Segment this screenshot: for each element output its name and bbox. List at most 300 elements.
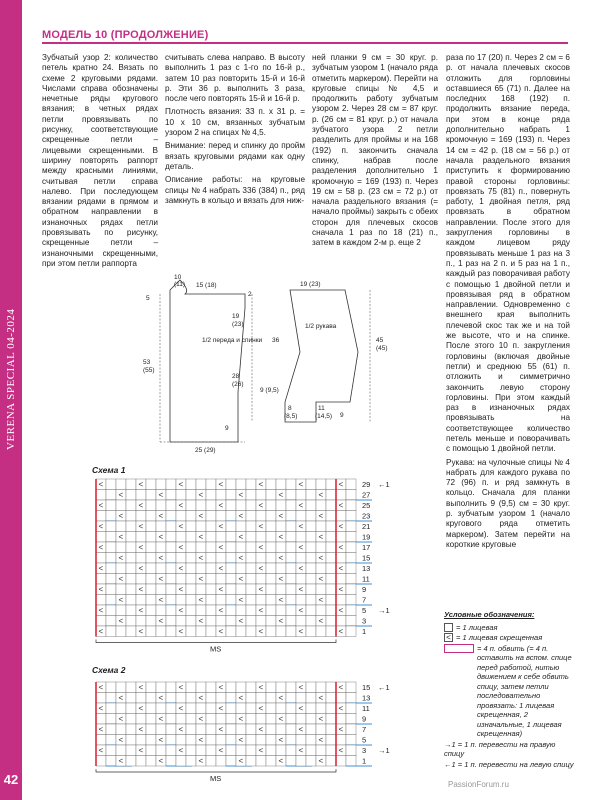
- transfer-arrow: →1: [378, 746, 390, 755]
- grid-cell: [306, 735, 316, 746]
- grid-cell: [206, 745, 216, 756]
- grid-cell: [106, 703, 116, 714]
- legend-item: < = 1 лицевая скрещенная: [444, 633, 574, 643]
- row-number: 15: [362, 553, 371, 563]
- grid-cell: [176, 714, 186, 725]
- grid-cell: [326, 511, 336, 522]
- grid-cell: [336, 693, 346, 704]
- grid-cell: [286, 532, 296, 543]
- grid-cell: [306, 521, 316, 532]
- grid-cell: [316, 605, 326, 616]
- grid-cell: [326, 553, 336, 564]
- scheme-1-chart: [92, 475, 412, 665]
- grid-cell: [116, 703, 126, 714]
- grid-cell: [266, 553, 276, 564]
- grid-cell: [226, 490, 236, 501]
- twist-symbol: <: [218, 564, 224, 573]
- grid-cell: [286, 595, 296, 606]
- twist-symbol: <: [278, 616, 284, 626]
- grid-cell: [186, 574, 196, 585]
- grid-cell: [266, 724, 276, 735]
- grid-cell: [166, 500, 176, 511]
- twist-symbol: <: [118, 490, 124, 500]
- grid-cell: [126, 563, 136, 574]
- grid-cell: [146, 542, 156, 553]
- row-number: 19: [362, 532, 371, 542]
- twist-symbol: <: [98, 606, 104, 615]
- grid-cell: [206, 542, 216, 553]
- twist-symbol: <: [278, 756, 284, 766]
- grid-cell: [156, 703, 166, 714]
- grid-cell: [206, 724, 216, 735]
- grid-cell: [246, 479, 256, 490]
- twist-symbol: <: [218, 746, 224, 755]
- grid-cell: [106, 532, 116, 543]
- grid-cell: [166, 626, 176, 637]
- paragraph: Плотность вязания: 33 п. x 31 р. = 10 x 10 см, вязанных зубчатым узором 2 на спицах № 4,5.: [165, 107, 305, 138]
- grid-cell: [106, 682, 116, 693]
- scheme-2-chart: [92, 678, 412, 783]
- twist-symbol: <: [278, 574, 284, 584]
- twist-symbol: <: [158, 574, 164, 584]
- grid-cell: [226, 616, 236, 627]
- grid-cell: [246, 756, 256, 767]
- twist-symbol: <: [178, 522, 184, 531]
- twist-symbol: <: [338, 480, 344, 489]
- grid-cell: [266, 714, 276, 725]
- grid-cell: [286, 724, 296, 735]
- twist-symbol: <: [338, 683, 344, 692]
- grid-cell: [246, 574, 256, 585]
- grid-cell: [186, 563, 196, 574]
- grid-cell: [306, 500, 316, 511]
- grid-cell: [136, 595, 146, 606]
- grid-cell: [226, 542, 236, 553]
- twist-icon: <: [444, 633, 453, 642]
- grid-cell: [246, 626, 256, 637]
- grid-cell: [306, 553, 316, 564]
- row-number: 13: [362, 693, 371, 703]
- grid-cell: [206, 703, 216, 714]
- grid-cell: [126, 553, 136, 564]
- grid-cell: [226, 500, 236, 511]
- row-number: 27: [362, 490, 371, 500]
- grid-cell: [306, 745, 316, 756]
- grid-cell: [166, 553, 176, 564]
- twist-symbol: <: [138, 543, 144, 552]
- twist-symbol: <: [258, 627, 264, 636]
- grid-cell: [216, 553, 226, 564]
- grid-cell: [306, 532, 316, 543]
- dim-sleeve-w1: 8: [288, 405, 292, 412]
- twist-symbol: <: [198, 595, 204, 605]
- grid-cell: [346, 500, 356, 511]
- grid-cell: [126, 521, 136, 532]
- twist-symbol: <: [278, 511, 284, 521]
- twist-symbol: <: [338, 606, 344, 615]
- legend-title: Условные обозначения:: [444, 610, 535, 619]
- twist-symbol: <: [98, 543, 104, 552]
- grid-cell: [96, 490, 106, 501]
- twist-symbol: <: [258, 564, 264, 573]
- twist-symbol: <: [318, 553, 324, 563]
- row-number: 21: [362, 522, 371, 531]
- grid-cell: [196, 703, 206, 714]
- grid-cell: [326, 532, 336, 543]
- grid-cell: [206, 574, 216, 585]
- twist-symbol: <: [258, 704, 264, 713]
- grid-cell: [126, 756, 136, 767]
- grid-cell: [236, 500, 246, 511]
- grid-cell: [346, 682, 356, 693]
- grid-cell: [236, 745, 246, 756]
- grid-cell: [126, 479, 136, 490]
- grid-cell: [106, 693, 116, 704]
- text-column-2: [165, 53, 305, 209]
- grid-cell: [346, 714, 356, 725]
- twist-symbol: <: [298, 725, 304, 734]
- row-number: 9: [362, 714, 367, 724]
- grid-cell: [286, 714, 296, 725]
- dim-body-h-alt: (55): [143, 367, 155, 374]
- twist-symbol: <: [318, 735, 324, 745]
- grid-cell: [346, 584, 356, 595]
- grid-cell: [256, 574, 266, 585]
- grid-cell: [156, 605, 166, 616]
- grid-cell: [346, 693, 356, 704]
- grid-cell: [296, 574, 306, 585]
- twist-symbol: <: [138, 746, 144, 755]
- grid-cell: [196, 521, 206, 532]
- grid-cell: [266, 563, 276, 574]
- row-number: 1: [362, 756, 367, 766]
- grid-cell: [266, 703, 276, 714]
- grid-cell: [186, 626, 196, 637]
- grid-cell: [336, 616, 346, 627]
- grid-cell: [326, 542, 336, 553]
- grid-cell: [226, 724, 236, 735]
- grid-cell: [186, 703, 196, 714]
- twist-symbol: <: [218, 627, 224, 636]
- grid-cell: [196, 626, 206, 637]
- twist-symbol: <: [238, 714, 244, 724]
- grid-cell: [226, 693, 236, 704]
- grid-cell: [306, 703, 316, 714]
- grid-cell: [246, 553, 256, 564]
- dim-hem: 9: [225, 425, 229, 432]
- grid-cell: [316, 563, 326, 574]
- row-number: 9: [362, 585, 367, 594]
- twist-symbol: <: [278, 693, 284, 703]
- grid-cell: [266, 682, 276, 693]
- grid-cell: [106, 605, 116, 616]
- scheme-2-label: Схема 2: [92, 665, 126, 675]
- grid-cell: [216, 490, 226, 501]
- twist-symbol: <: [178, 606, 184, 615]
- grid-cell: [216, 532, 226, 543]
- dim-body-lower: 28: [232, 373, 240, 380]
- grid-cell: [346, 479, 356, 490]
- grid-cell: [126, 626, 136, 637]
- scheme-1-label: Схема 1: [92, 465, 126, 475]
- twist-symbol: <: [98, 746, 104, 755]
- twist-symbol: <: [278, 735, 284, 745]
- text-column-1: [42, 53, 158, 272]
- grid-cell: [166, 490, 176, 501]
- dim-shoulder: 15 (18): [196, 282, 217, 289]
- grid-cell: [246, 605, 256, 616]
- dim-sleeve-w2: 11: [318, 405, 325, 412]
- grid-cell: [186, 584, 196, 595]
- twist-symbol: <: [298, 746, 304, 755]
- transfer-arrow: ←1: [378, 683, 390, 692]
- grid-cell: [256, 714, 266, 725]
- grid-cell: [306, 542, 316, 553]
- twist-symbol: <: [318, 511, 324, 521]
- grid-cell: [256, 532, 266, 543]
- grid-cell: [286, 605, 296, 616]
- grid-cell: [336, 553, 346, 564]
- twist-symbol: <: [218, 683, 224, 692]
- grid-cell: [346, 745, 356, 756]
- twist-symbol: <: [158, 714, 164, 724]
- grid-cell: [166, 693, 176, 704]
- legend-item: = 1 лицевая: [444, 623, 574, 633]
- grid-cell: [106, 735, 116, 746]
- grid-cell: [286, 574, 296, 585]
- twist-symbol: <: [158, 511, 164, 521]
- grid-cell: [166, 521, 176, 532]
- twist-symbol: <: [238, 553, 244, 563]
- grid-cell: [286, 756, 296, 767]
- grid-cell: [166, 542, 176, 553]
- grid-cell: [146, 682, 156, 693]
- grid-cell: [136, 490, 146, 501]
- grid-cell: [106, 479, 116, 490]
- grid-cell: [116, 626, 126, 637]
- grid-cell: [186, 693, 196, 704]
- grid-cell: [266, 521, 276, 532]
- twist-symbol: <: [198, 574, 204, 584]
- grid-cell: [226, 756, 236, 767]
- grid-cell: [286, 500, 296, 511]
- twist-symbol: <: [118, 616, 124, 626]
- grid-cell: [186, 521, 196, 532]
- grid-cell: [246, 563, 256, 574]
- dim-body-h: 53: [143, 359, 151, 366]
- grid-cell: [256, 616, 266, 627]
- grid-cell: [346, 703, 356, 714]
- row-number: 3: [362, 746, 367, 755]
- grid-cell: [246, 521, 256, 532]
- grid-cell: [206, 500, 216, 511]
- grid-cell: [226, 626, 236, 637]
- grid-cell: [126, 745, 136, 756]
- grid-cell: [206, 521, 216, 532]
- legend-item: = 4 п. обвить (= 4 п. оставить на вспом. спице перед работой, нитью движением к себе обвить спицу, затем петли последовательно провязать: 1 лицевая скрещенная, 2 изначальные, 1 лицевая скрещенная): [444, 644, 574, 739]
- grid-cell: [186, 745, 196, 756]
- grid-cell: [276, 724, 286, 735]
- grid-cell: [256, 693, 266, 704]
- grid-cell: [126, 595, 136, 606]
- grid-cell: [266, 756, 276, 767]
- row-number: 5: [362, 735, 367, 745]
- twist-symbol: <: [278, 714, 284, 724]
- grid-cell: [126, 724, 136, 735]
- grid-cell: [186, 756, 196, 767]
- dim-width: 25 (29): [195, 447, 216, 454]
- twist-symbol: <: [338, 564, 344, 573]
- paragraph: раза по 17 (20) п. Через 2 см = 6 р. от начала плечевых скосов отложить для горловины оставшиеся 65 (71) п. Далее на последних 168 (192) п. продолжить вязание переда, при этом в конце ряда дополнительно набрать 1 кромочную = 169 (193) п. Через 14 см = 42 р. (18 см = 56 р.) от начала раздельного вязания приступить к формированию правой стороны горловины: провязать 75 (81) п., повернуть работу, 1 двойная петля, ряд провязать в обратном направлении. После этого для закругления горловины в каждом лицевом ряду провязывать меньше 1 раз на 3 п., 1 раз на 2 п. и 5 раз на 1 п., каждый раз поворачивая работу с помощью 1 двойной петли и провязывая ряд в обратном направлении. Одновременно с внешнего края выполнить плечевой скос так же и на той же высоте, что и на спинке. После этого 10 п. закругления горловины (включая двойные петли) и среднюю 55 (61) п. отложить и симметрично закончить левую сторону горловины. При этом каждый раз в изнаночных рядах провязывать на соответствующее количество петель меньше и поворачивать с помощью 1 двойной петли.: [446, 53, 570, 454]
- grid-cell: [206, 605, 216, 616]
- grid-cell: [306, 584, 316, 595]
- grid-cell: [246, 542, 256, 553]
- grid-cell: [346, 521, 356, 532]
- twist-symbol: <: [198, 553, 204, 563]
- sleeve-label: 1/2 рукава: [305, 323, 337, 330]
- grid-cell: [106, 500, 116, 511]
- grid-cell: [226, 595, 236, 606]
- grid-cell: [266, 511, 276, 522]
- grid-cell: [196, 479, 206, 490]
- grid-cell: [316, 584, 326, 595]
- grid-cell: [136, 616, 146, 627]
- grid-cell: [206, 693, 216, 704]
- grid-cell: [306, 511, 316, 522]
- grid-cell: [106, 626, 116, 637]
- grid-cell: [306, 563, 316, 574]
- grid-cell: [106, 745, 116, 756]
- grid-cell: [96, 574, 106, 585]
- grid-cell: [286, 693, 296, 704]
- grid-cell: [196, 584, 206, 595]
- twist-symbol: <: [298, 627, 304, 636]
- grid-cell: [116, 682, 126, 693]
- twist-symbol: <: [218, 543, 224, 552]
- twist-symbol: <: [338, 585, 344, 594]
- twist-symbol: <: [238, 490, 244, 500]
- grid-cell: [166, 682, 176, 693]
- grid-cell: [226, 605, 236, 616]
- grid-cell: [286, 553, 296, 564]
- grid-cell: [316, 542, 326, 553]
- grid-cell: [176, 595, 186, 606]
- grid-cell: [226, 745, 236, 756]
- dim-sleeve-w2-alt: (14,5): [315, 413, 332, 420]
- grid-cell: [266, 490, 276, 501]
- grid-cell: [146, 532, 156, 543]
- grid-cell: [236, 563, 246, 574]
- grid-cell: [226, 521, 236, 532]
- grid-cell: [226, 703, 236, 714]
- grid-cell: [336, 532, 346, 543]
- grid-cell: [226, 682, 236, 693]
- twist-symbol: <: [278, 490, 284, 500]
- grid-cell: [126, 703, 136, 714]
- twist-symbol: <: [178, 627, 184, 636]
- twist-symbol: <: [338, 704, 344, 713]
- grid-cell: [346, 626, 356, 637]
- transfer-arrow: →1: [378, 606, 390, 615]
- twist-symbol: <: [198, 616, 204, 626]
- grid-cell: [156, 724, 166, 735]
- grid-cell: [166, 703, 176, 714]
- grid-cell: [296, 553, 306, 564]
- twist-symbol: <: [318, 714, 324, 724]
- grid-cell: [286, 490, 296, 501]
- grid-cell: [286, 682, 296, 693]
- grid-cell: [326, 682, 336, 693]
- grid-cell: [206, 714, 216, 725]
- grid-cell: [296, 735, 306, 746]
- grid-cell: [346, 616, 356, 627]
- grid-cell: [306, 626, 316, 637]
- grid-cell: [326, 735, 336, 746]
- grid-cell: [236, 626, 246, 637]
- twist-symbol: <: [178, 501, 184, 510]
- grid-cell: [146, 553, 156, 564]
- twist-symbol: <: [218, 725, 224, 734]
- ms-brace: [96, 769, 336, 772]
- grid-cell: [156, 521, 166, 532]
- grid-cell: [116, 584, 126, 595]
- grid-cell: [276, 682, 286, 693]
- grid-cell: [346, 605, 356, 616]
- paragraph: ней планки 9 см = 30 круг. р. зубчатым узором 1 (начало ряда отметить маркером). Перейти на круговые спицы № 4,5 и продолжить работу зубчатым узором 2. Через 28 см = 87 круг. р. (26 см = 81 круг. р.) от начала зубчатого узора 2 петли разделить для проймы и на 168 (192) п. закончить сначала спинку, набрав после разделения дополнительно 1 кромочную = 169 (193) п. Через 19 см = 58 р. (23 см = 72 р.) от начала раздельного вязания (= начало проймы) закрыть с обеих сторон для плечевых скосов сначала 1 раз по 18 (21) п., затем в каждом 2-м р. еще 2: [312, 53, 438, 248]
- grid-cell: [316, 500, 326, 511]
- grid-cell: [146, 724, 156, 735]
- grid-cell: [116, 479, 126, 490]
- grid-cell: [266, 574, 276, 585]
- grid-cell: [166, 724, 176, 735]
- grid-cell: [146, 756, 156, 767]
- grid-cell: [206, 626, 216, 637]
- grid-cell: [306, 714, 316, 725]
- grid-cell: [246, 490, 256, 501]
- grid-cell: [106, 574, 116, 585]
- grid-cell: [176, 511, 186, 522]
- cable-icon: [444, 644, 474, 653]
- grid-cell: [266, 584, 276, 595]
- twist-symbol: <: [178, 683, 184, 692]
- twist-symbol: <: [238, 511, 244, 521]
- grid-cell: [176, 574, 186, 585]
- grid-cell: [216, 574, 226, 585]
- grid-cell: [126, 735, 136, 746]
- twist-symbol: <: [118, 511, 124, 521]
- grid-cell: [186, 532, 196, 543]
- grid-cell: [346, 574, 356, 585]
- grid-cell: [146, 479, 156, 490]
- twist-symbol: <: [98, 704, 104, 713]
- grid-cell: [326, 595, 336, 606]
- twist-symbol: <: [258, 683, 264, 692]
- grid-cell: [196, 745, 206, 756]
- grid-cell: [96, 532, 106, 543]
- twist-symbol: <: [338, 627, 344, 636]
- twist-symbol: <: [238, 532, 244, 542]
- grid-cell: [296, 714, 306, 725]
- grid-cell: [126, 616, 136, 627]
- text-column-4: [446, 53, 570, 553]
- grid-cell: [316, 521, 326, 532]
- twist-symbol: <: [138, 564, 144, 573]
- grid-cell: [296, 595, 306, 606]
- row-number: 17: [362, 543, 371, 552]
- grid-cell: [186, 479, 196, 490]
- grid-cell: [286, 626, 296, 637]
- grid-cell: [186, 553, 196, 564]
